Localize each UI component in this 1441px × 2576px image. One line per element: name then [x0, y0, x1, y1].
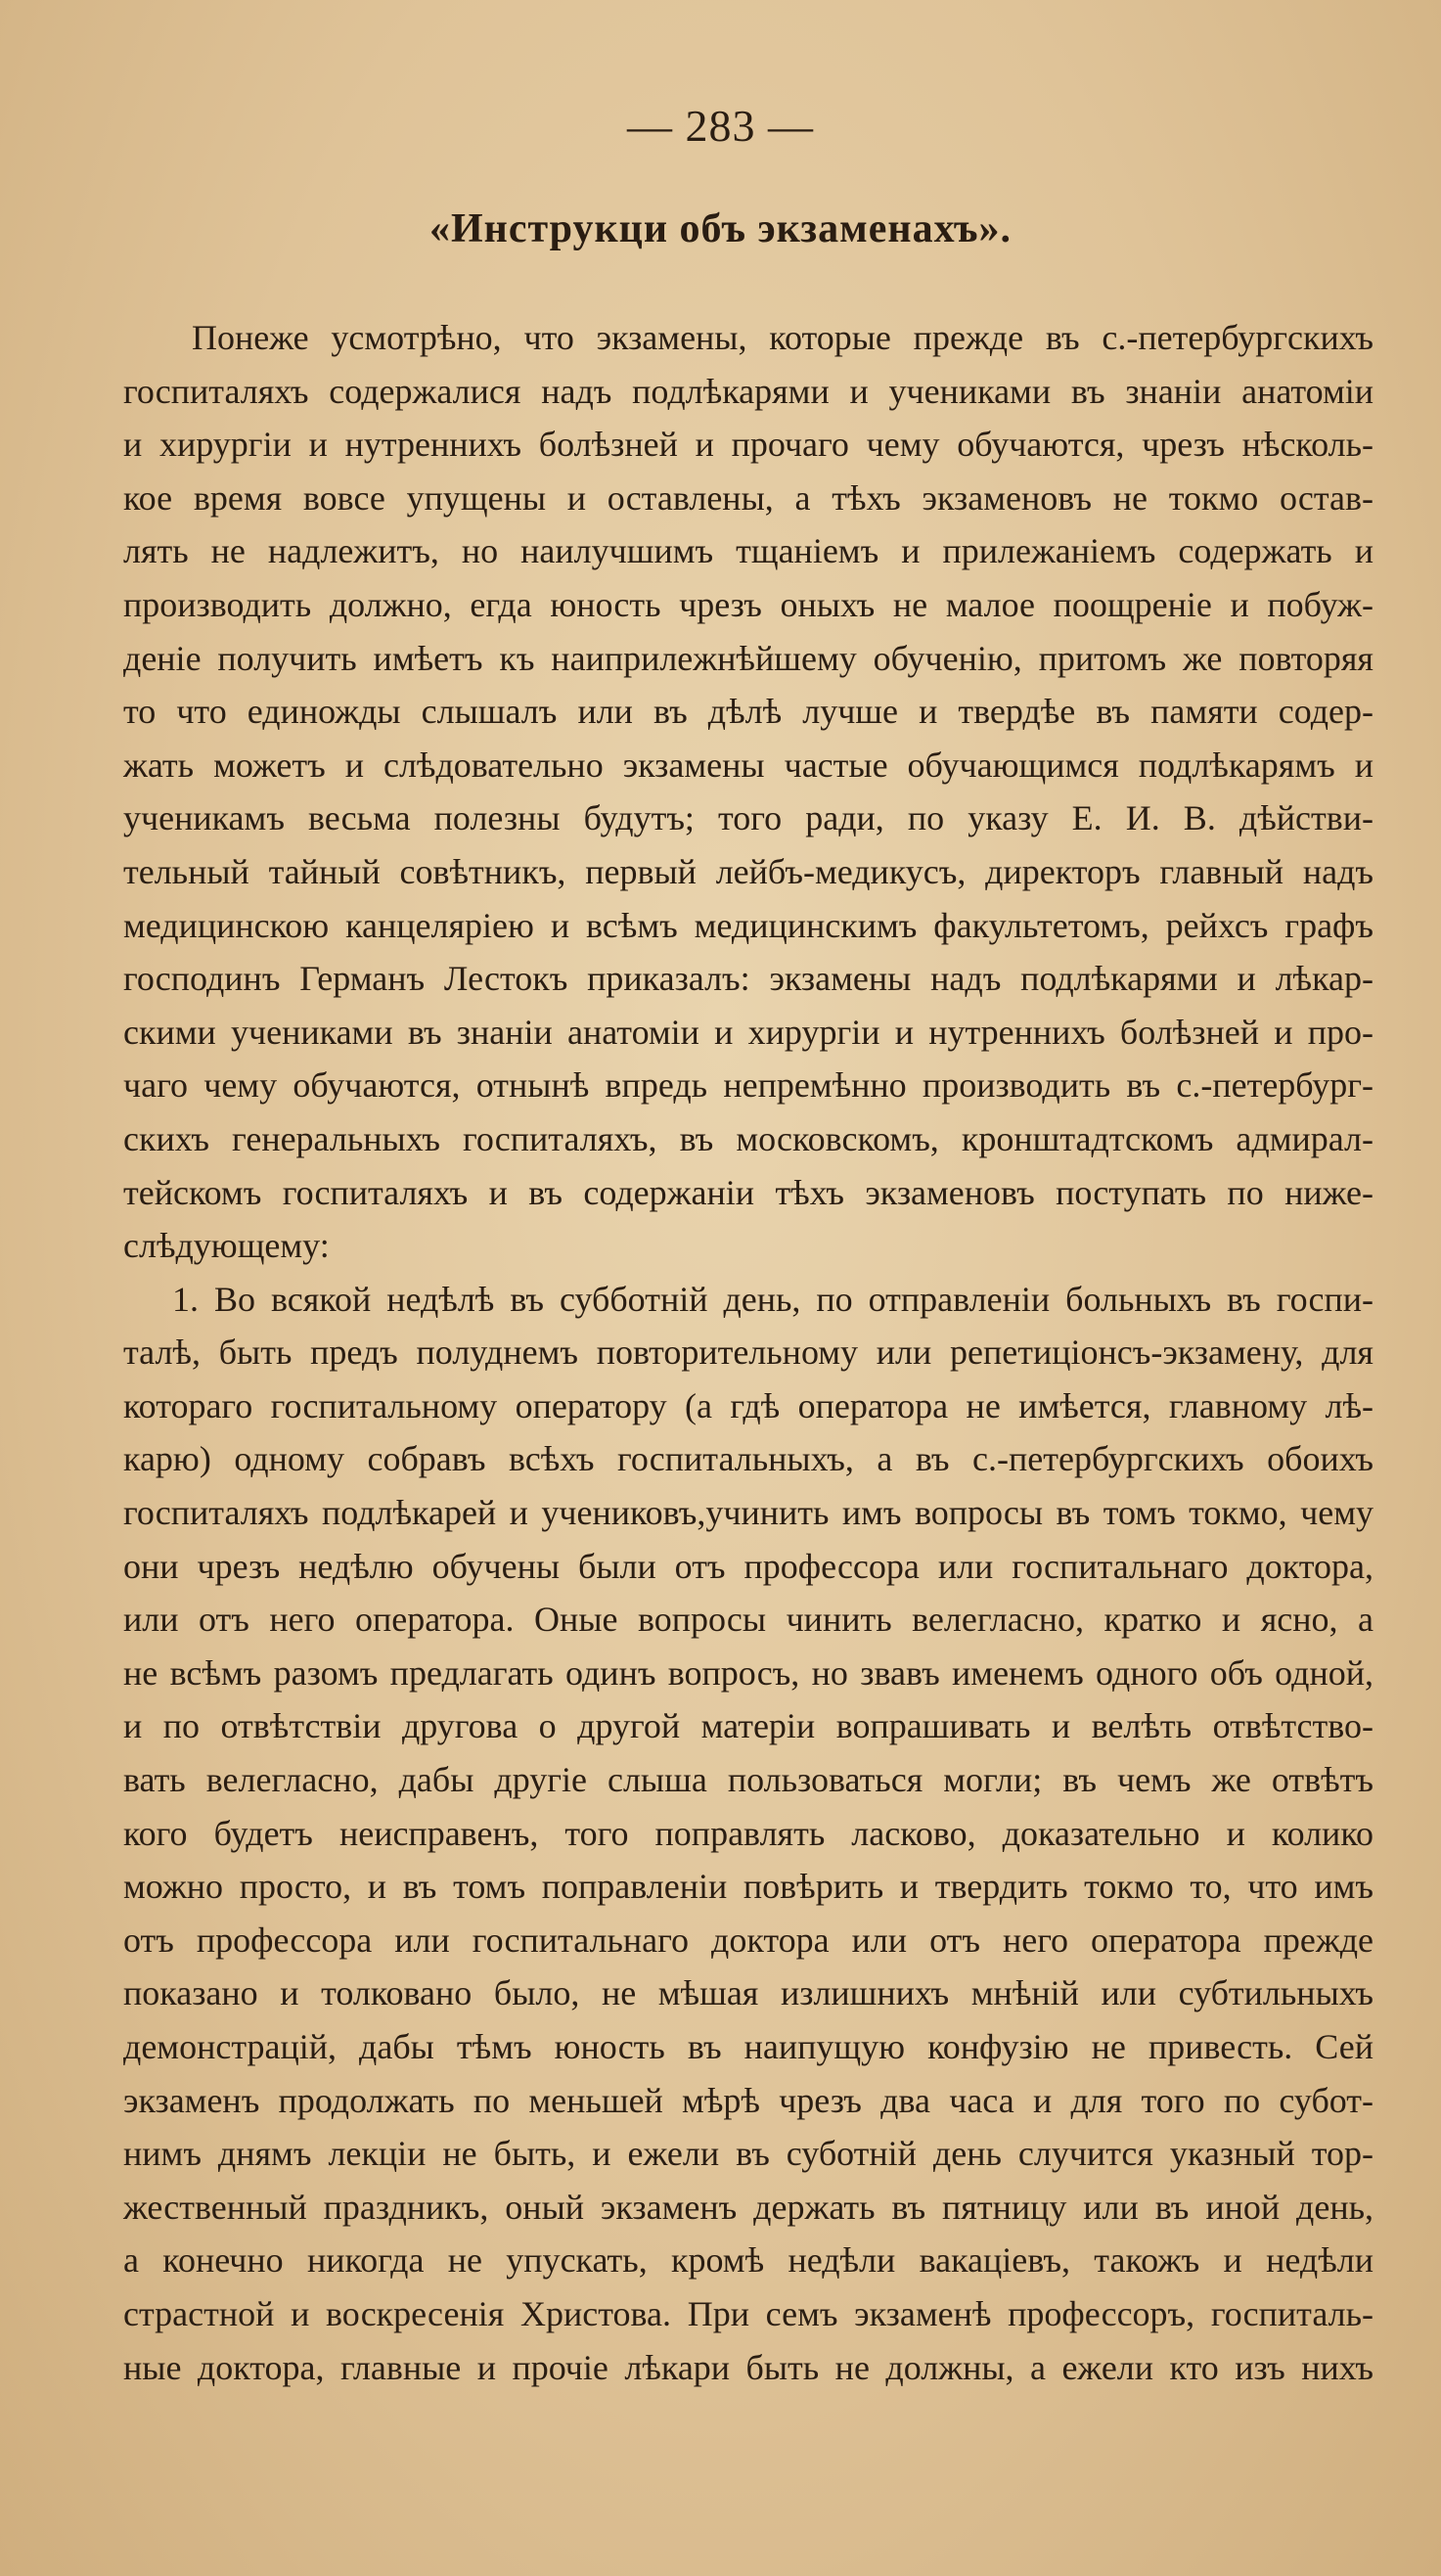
text-line: тельный тайный совѣтникъ, первый лейбъ-медикусъ, директоръ главный надъ: [123, 851, 1373, 891]
text-line: чаго чему обучаются, отнынѣ впредь непремѣнно производить въ с.-петербург-: [123, 1065, 1373, 1106]
text-line: производить должно, егда юность чрезъ оныхъ не малое поощренiе и побуж-: [123, 584, 1373, 624]
text-line: а конечно никогда не упускать, кромѣ недѣли вакацiевъ, такожъ и недѣли: [123, 2240, 1373, 2281]
text-line: тейскомъ госпиталяхъ и въ содержанiи тѣхъ экзаменовъ поступать по ниже-: [123, 1172, 1373, 1212]
text-line: кое время вовсе упущены и оставлены, а тѣхъ экзаменовъ не токмо остав-: [123, 477, 1373, 518]
page-number: — 283 —: [627, 101, 814, 151]
text-line: показано и толковано было, не мѣшая излишнихъ мнѣнiй или субтильныхъ: [123, 1973, 1373, 2013]
text-line: слѣдующему:: [123, 1226, 330, 1266]
text-line: ученикамъ весьма полезны будутъ; того ради, по указу Е. И. В. дѣйстви-: [123, 798, 1373, 838]
text-line: лять не надлежитъ, но наилучшимъ тщанiемъ и прилежанiемъ содержать и: [123, 531, 1373, 571]
text-line: денiе получить имѣетъ къ наиприлежнѣйшему обученiю, притомъ же повторяя: [123, 638, 1373, 678]
text-line: они чрезъ недѣлю обучены были отъ профессора или госпитальнаго доктора,: [123, 1546, 1373, 1586]
text-line: Понеже усмотрѣно, что экзамены, которые прежде въ с.-петербургскихъ: [192, 318, 1373, 357]
text-line: скихъ генеральныхъ госпиталяхъ, въ московскомъ, кронштадтскомъ адмирал-: [123, 1118, 1373, 1158]
text-line: карю) одному собравъ всѣхъ госпитальныхъ, а въ с.-петербургскихъ обоихъ: [123, 1439, 1373, 1479]
text-line: котораго госпитальному оператору (а гдѣ оператора не имѣется, главному лѣ-: [123, 1385, 1373, 1425]
text-line: скими учениками въ знанiи анатомiи и хирургiи и нутреннихъ болѣзней и про-: [123, 1012, 1373, 1052]
text-line: отъ профессора или госпитальнаго доктора или отъ него оператора прежде: [123, 1920, 1373, 1960]
text-line: госпиталяхъ содержалися надъ подлѣкарями и учениками въ знанiи анатомiи: [123, 371, 1373, 411]
text-line: талѣ, быть предъ полуднемъ повторительному или репетицiонсъ-экзамену, для: [123, 1333, 1373, 1373]
text-line: не всѣмъ разомъ предлагать одинъ вопросъ, но звавъ именемъ одного объ одной,: [123, 1652, 1373, 1693]
text-line: жать можетъ и слѣдовательно экзамены частые обучающимся подлѣкарямъ и: [123, 745, 1373, 785]
section-heading: «Инструкци объ экзаменахъ».: [428, 206, 1012, 251]
text-line: господинъ Германъ Лестокъ приказалъ: экзамены надъ подлѣкарями и лѣкар-: [123, 959, 1373, 999]
text-line: ные доктора, главные и прочiе лѣкари быть не должны, а ежели кто изъ нихъ: [123, 2347, 1373, 2387]
text-line: 1. Во всякой недѣлѣ въ субботнiй день, по отправленiи больныхъ въ госпи-: [172, 1279, 1373, 1319]
text-line: демонстрацiй, дабы тѣмъ юность въ наипущую конфузiю не привесть. Сей: [123, 2027, 1373, 2066]
body-text: [123, 311, 1373, 2394]
text-line: нимъ днямъ лекцiи не быть, и ежели въ суботнiй день случится указный тор-: [123, 2134, 1373, 2174]
text-line: кого будетъ неисправенъ, того поправлять ласково, доказательно и колико: [123, 1813, 1373, 1853]
text-line: и по отвѣтствiи другова о другой матерiи вопрашивать и велѣть отвѣтство-: [123, 1706, 1373, 1746]
text-line: вать велегласно, дабы другiе слыша пользоваться могли; въ чемъ же отвѣтъ: [123, 1760, 1373, 1800]
text-line: то что единожды слышалъ или въ дѣлѣ лучше и твердѣе въ памяти содер-: [123, 692, 1373, 732]
text-line: можно просто, и въ томъ поправленiи повѣрить и твердить токмо то, что имъ: [123, 1867, 1373, 1907]
text-line: и хирургiи и нутреннихъ болѣзней и прочаго чему обучаются, чрезъ нѣсколь-: [123, 425, 1373, 465]
text-line: страстной и воскресенiя Христова. При семъ экзаменѣ профессоръ, госпиталь-: [123, 2293, 1373, 2333]
text-line: экзаменъ продолжать по меньшей мѣрѣ чрезъ два часа и для того по субот-: [123, 2080, 1373, 2120]
text-line: медицинскою канцелярiею и всѣмъ медицинскимъ факультетомъ, рейхсъ графъ: [123, 905, 1373, 945]
text-line: жественный праздникъ, оный экзаменъ держать въ пятницу или въ иной день,: [123, 2187, 1373, 2227]
text-line: госпиталяхъ подлѣкарей и учениковъ,учинить имъ вопросы въ томъ токмо, чему: [123, 1493, 1373, 1533]
text-line: или отъ него оператора. Оные вопросы чинить велегласно, кратко и ясно, а: [123, 1600, 1373, 1640]
